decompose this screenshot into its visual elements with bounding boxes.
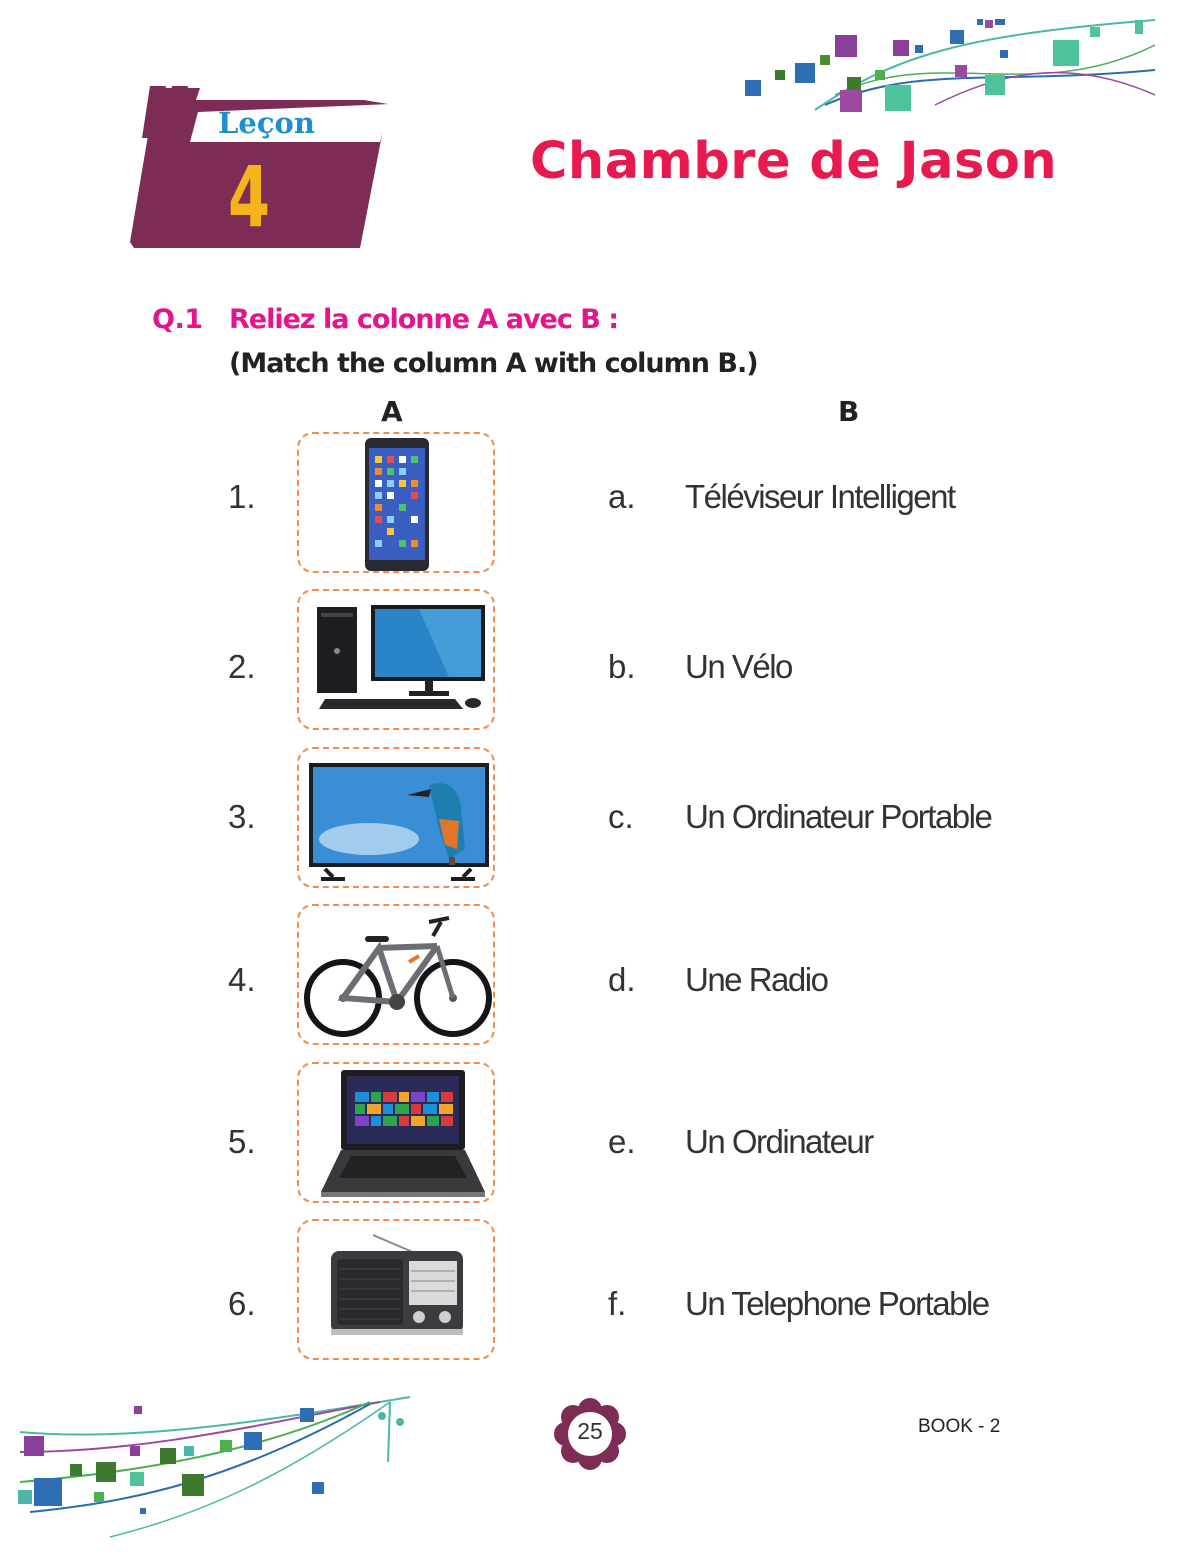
row-letter: a. (608, 478, 636, 515)
television-icon (299, 749, 497, 890)
row-letter: d. (608, 961, 636, 998)
image-card[interactable] (297, 1062, 495, 1203)
lesson-title: Chambre de Jason (530, 132, 1058, 191)
row-number: 4. (228, 961, 256, 998)
image-card[interactable] (297, 904, 495, 1045)
row-letter: b. (608, 648, 636, 685)
radio-icon (299, 1221, 497, 1362)
row-number: 6. (228, 1285, 256, 1322)
answer-word: Une Radio (685, 961, 828, 998)
smartphone-icon (299, 434, 497, 575)
row-number: 3. (228, 798, 256, 835)
image-card[interactable] (297, 1219, 495, 1360)
decorative-swirl-bottom (10, 1392, 430, 1542)
answer-word: Un Vélo (685, 648, 792, 685)
image-card[interactable] (297, 747, 495, 888)
image-card[interactable] (297, 589, 495, 730)
row-number: 2. (228, 648, 256, 685)
question-instruction: Reliez la colonne A avec B : (229, 304, 619, 335)
answer-word: Un Ordinateur Portable (685, 798, 992, 835)
image-card[interactable] (297, 432, 495, 573)
laptop-icon (299, 1064, 497, 1205)
page-number: 25 (577, 1418, 603, 1444)
answer-word: Un Ordinateur (685, 1123, 873, 1160)
answer-word: Un Telephone Portable (685, 1285, 989, 1322)
row-letter: f. (608, 1285, 627, 1322)
column-b-label: B (838, 395, 860, 428)
row-number: 5. (228, 1123, 256, 1160)
column-a-label: A (381, 395, 403, 428)
decorative-swirl-top (735, 15, 1165, 115)
row-letter: c. (608, 798, 634, 835)
answer-word: Téléviseur Intelligent (685, 478, 955, 515)
row-number: 1. (228, 478, 256, 515)
desktop-computer-icon (299, 591, 497, 732)
lesson-label: Leçon (218, 106, 315, 140)
row-letter: e. (608, 1123, 636, 1160)
lesson-number: 4 (228, 148, 271, 246)
book-label: BOOK - 2 (918, 1416, 1001, 1437)
bicycle-icon (299, 906, 497, 1047)
question-translation: (Match the column A with column B.) (229, 348, 758, 379)
question-number: Q.1 (152, 304, 203, 335)
